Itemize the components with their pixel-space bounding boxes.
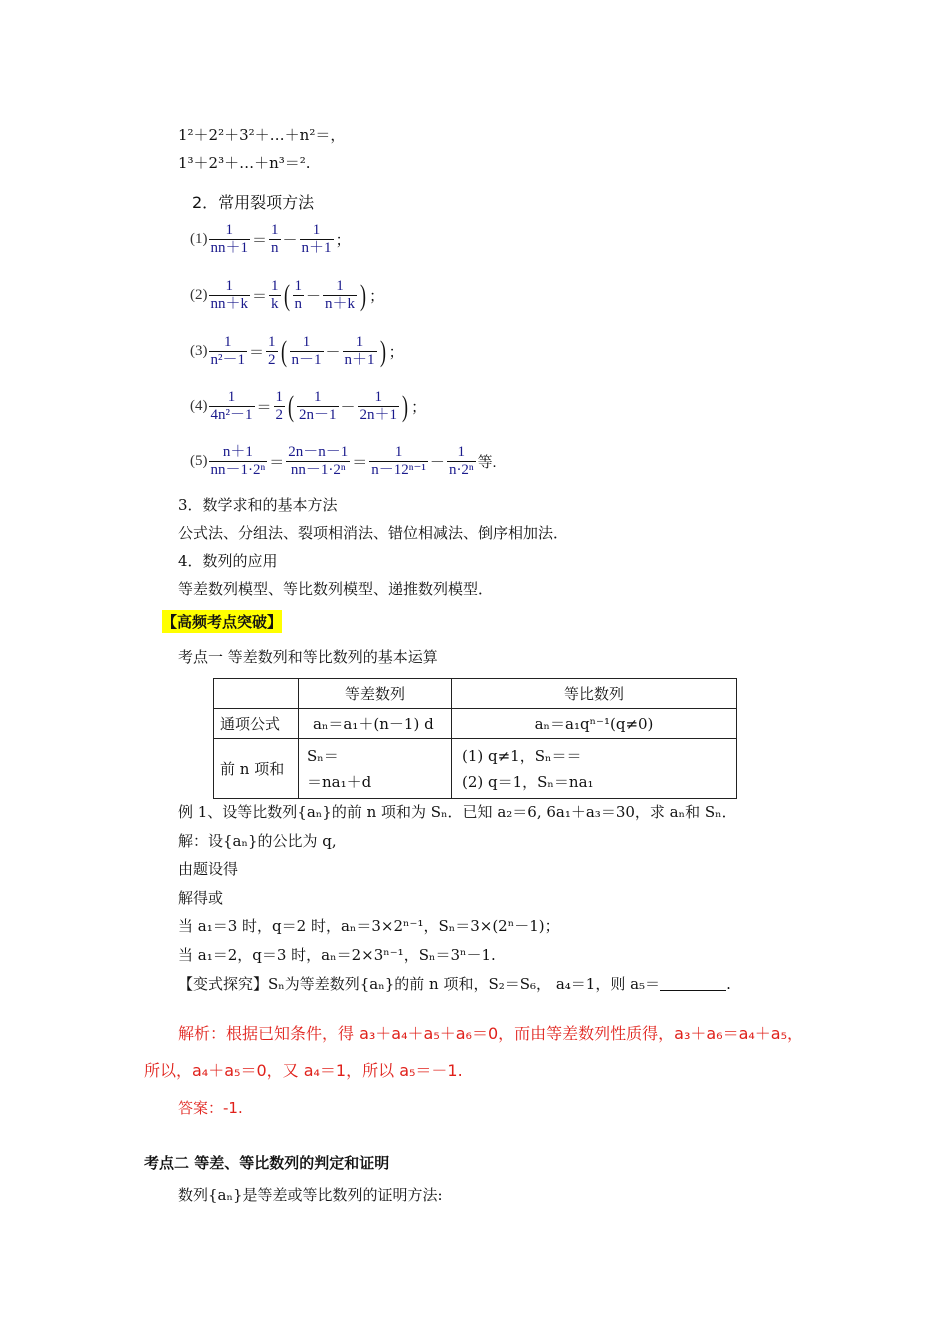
solution-line-2: 由题设得 <box>178 860 239 878</box>
analysis-line-2: 所以，a₄＋a₅＝0，又 a₄＝1，所以 a₅＝－1. <box>144 1061 463 1080</box>
table-cell-arith-general: aₙ＝a₁＋(n－1) d <box>299 709 452 739</box>
variant-question <box>178 973 731 994</box>
formula-1-lhs: $\frac{1}{nn+1}$ <box>210 222 249 256</box>
table-header-arith: 等差数列 <box>299 679 452 709</box>
formula-5-middle: $\frac{2n-n-1}{\text{nn－1·2ⁿ}}$ <box>288 444 349 478</box>
formula-1-term-b: $\frac{1}{n+1}$ <box>301 222 332 256</box>
formula-2: (2) $\frac{1}{nn+k}$ ＝ $\frac{1}{k}$ ( $\frac{1}{n}$ － $\frac{1}{n+k}$ ) ； <box>190 278 385 312</box>
analysis-line-1: 解析：根据已知条件，得 a₃＋a₄＋a₅＋a₆＝0，而由等差数列性质得，a₃＋a₆＝a₄＋a₅， <box>178 1024 804 1043</box>
table-row-label-general: 通项公式 <box>214 709 299 739</box>
formula-5-label: (5) <box>190 453 208 469</box>
example-1: 例 1、设等比数列{aₙ}的前 n 项和为 Sₙ．已知 a₂＝6, 6a₁＋a₃＝30，求 aₙ和 Sₙ． <box>178 803 737 821</box>
kaodian-2-title: 考点二 等差、等比数列的判定和证明 <box>144 1154 390 1172</box>
section-4-title: 4．数列的应用 <box>178 552 278 570</box>
formula-3-lhs: $\frac{1}{\text{n²－1}}$ <box>210 334 245 368</box>
variant-text: 【变式探究】Sₙ为等差数列{aₙ}的前 n 项和，S₂＝S₆， a₄＝1，则 a₅＝ <box>178 975 661 993</box>
formula-5: (5) $\frac{n+1}{\text{nn－1·2ⁿ}}$ ＝ $\frac{2n-n-1}{\text{nn－1·2ⁿ}}$ ＝ $\frac{1}{\text{n－12ⁿ⁻¹}}$ － $\frac{1}{\text{n·2ⁿ}}$ 等. <box>190 444 497 478</box>
formula-4-label: (4) <box>190 398 208 414</box>
highlight-heading: 【高频考点突破】 <box>162 610 282 633</box>
section-3-title: 3．数学求和的基本方法 <box>178 496 338 514</box>
formula-5-lhs: $\frac{n+1}{\text{nn－1·2ⁿ}}$ <box>210 444 266 478</box>
answer-blank <box>660 976 726 991</box>
section-2-title: 2．常用裂项方法 <box>192 193 315 212</box>
formula-5-term-b: $\frac{1}{\text{n·2ⁿ}}$ <box>448 444 474 478</box>
solution-line-1: 解：设{aₙ}的公比为 q, <box>178 832 337 850</box>
table-cell-geom-general: aₙ＝a₁qⁿ⁻¹(q≠0) <box>452 709 737 739</box>
solution-line-5: 当 a₁＝2，q＝3 时，aₙ＝2×3ⁿ⁻¹，Sₙ＝3ⁿ－1. <box>178 946 496 964</box>
formula-4-term-a: $\frac{1}{2n-1}$ <box>299 389 337 423</box>
kaodian-1-title: 考点一 等差数列和等比数列的基本运算 <box>178 648 438 666</box>
formula-3-term-a: $\frac{1}{n-1}$ <box>291 334 322 368</box>
formula-2-lhs: $\frac{1}{nn+k}$ <box>210 278 249 312</box>
formula-3-term-b: $\frac{1}{n+1}$ <box>344 334 375 368</box>
sum-of-squares-line: 1²＋2²＋3²＋…＋n²＝， <box>178 126 346 144</box>
comparison-table <box>213 678 737 799</box>
solution-line-3: 解得或 <box>178 889 224 907</box>
formula-1: (1) $\frac{1}{nn+1}$ ＝ $\frac{1}{n}$ － $\frac{1}{n+1}$ ； <box>190 222 351 256</box>
variant-end: . <box>726 975 731 993</box>
formula-1-term-a: $\frac{1}{n}$ <box>271 222 279 256</box>
formula-4-term-b: $\frac{1}{2n+1}$ <box>359 389 398 423</box>
formula-2-term-b: $\frac{1}{n+k}$ <box>325 278 356 312</box>
formula-2-label: (2) <box>190 287 208 303</box>
formula-4: (4) $\frac{1}{\text{4n²－1}}$ ＝ $\frac{1}{2}$ ( $\frac{1}{2n-1}$ － $\frac{1}{2n+1}$ ) ； <box>190 389 427 423</box>
sum-of-cubes-line: 1³＋2³＋…＋n³＝². <box>178 154 311 172</box>
kaodian-2-body: 数列{aₙ}是等差或等比数列的证明方法: <box>178 1186 443 1204</box>
formula-2-term-a: $\frac{1}{n}$ <box>294 278 303 312</box>
arith-sum-line-2: ＝na₁＋d <box>307 772 372 791</box>
table-header-geom: 等比数列 <box>452 679 737 709</box>
geom-sum-line-1: (1) q≠1，Sₙ＝＝ <box>462 746 582 765</box>
section-4-body: 等差数列模型、等比数列模型、递推数列模型． <box>178 580 494 598</box>
solution-line-4: 当 a₁＝3 时，q＝2 时，aₙ＝3×2ⁿ⁻¹，Sₙ＝3×(2ⁿ－1)； <box>178 917 560 935</box>
formula-4-coef: $\frac{1}{2}$ <box>275 389 284 423</box>
table-cell-arith-sum <box>299 739 452 799</box>
table-cell-geom-sum <box>452 739 737 799</box>
geom-sum-line-2: (2) q＝1，Sₙ＝na₁ <box>462 772 594 791</box>
formula-2-coef: $\frac{1}{k}$ <box>271 278 279 312</box>
formula-1-label: (1) <box>190 231 208 247</box>
formula-4-lhs: $\frac{1}{\text{4n²－1}}$ <box>210 389 253 423</box>
answer-line: 答案：-1. <box>178 1099 243 1117</box>
table-row-label-sum: 前 n 项和 <box>214 739 299 799</box>
arith-sum-line-1: Sₙ＝ <box>307 746 339 765</box>
formula-3-coef: $\frac{1}{2}$ <box>268 334 276 368</box>
table-corner-cell <box>214 679 299 709</box>
section-3-body: 公式法、分组法、裂项相消法、错位相减法、倒序相加法． <box>178 524 569 542</box>
formula-3-label: (3) <box>190 343 208 359</box>
formula-3: (3) $\frac{1}{\text{n²－1}}$ ＝ $\frac{1}{2}$ ( $\frac{1}{n-1}$ － $\frac{1}{n+1}$ ) ； <box>190 334 404 368</box>
formula-5-term-a: $\frac{1}{\text{n－12ⁿ⁻¹}}$ <box>371 444 426 478</box>
